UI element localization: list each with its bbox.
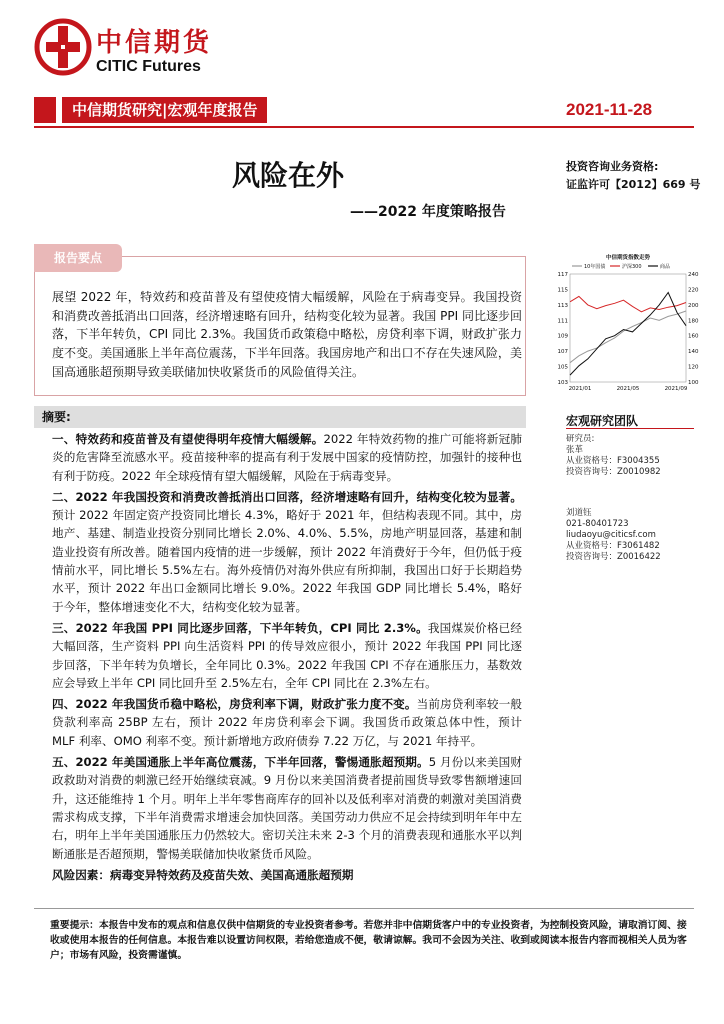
analyst-email: liudaoyu@citicsf.com: [566, 530, 656, 540]
abstract-item-text: 当前房贷利率较一般贷款利率高 25BP 左右，预计 2022 年房贷利率会下调。我国货币政策总体中性，预计 MLF 利率、OMO 利率不变。预计新增地方政府债券 7.22 万亿，与 2021 年持平。: [52, 697, 522, 748]
report-date: 2021-11-28: [566, 100, 653, 119]
x-tick: 2021/01: [568, 386, 592, 392]
legend-label: 沪深300: [622, 264, 642, 270]
risk-factors: 风险因素：病毒变异特效药及疫苗失效、美国高通胀超预期: [52, 867, 354, 882]
x-tick: 2021/09: [664, 386, 688, 392]
y-tick-left: 105: [557, 364, 568, 371]
y-tick-left: 103: [557, 380, 568, 386]
abstract-body: [52, 430, 522, 887]
y-tick-left: 107: [557, 349, 568, 356]
analyst-card: [566, 434, 661, 478]
y-tick-left: 109: [557, 333, 568, 340]
banner-accent: [34, 97, 56, 123]
y-tick-right: 200: [688, 302, 699, 309]
key-points-text: 展望 2022 年，特效药和疫苗普及有望使疫情大幅缓解，风险在于病毒变异。我国投资和消费改善抵消出口回落，经济增速略有回升，结构变化较为显著。我国 PPI 同比逐步回落，下半年转负，CPI 同比 2.3%。我国货币政策稳中略松，房贷利率下调，财政扩张力度不变。美国通胀上半年高位震荡，下半年回落。我国房地产和出口不存在失速风险，美国高通胀超预期导致美联储加快收紧货币的风险值得关注。: [52, 290, 522, 379]
y-tick-left: 113: [557, 302, 568, 309]
brand-name-en: CITIC Futures: [96, 58, 201, 75]
analyst-card: [566, 508, 661, 563]
legend-label: 商品: [660, 264, 671, 270]
y-tick-left: 115: [557, 287, 568, 294]
team-divider: [566, 428, 694, 429]
qualification: [566, 158, 700, 194]
analyst-consult: 投资咨询号：Z0016422: [566, 552, 661, 562]
series-line: [570, 311, 686, 363]
abstract-item: [52, 619, 522, 692]
legend-label: 10年国债: [584, 264, 606, 270]
abstract-item-text: 2022 年特效药物的推广可能将新冠肺炎的危害降至流感水平。疫苗接种率的提高有利于发展中国家的疫情防控，加强针的接种也有利于防疫。2022 年全球疫情有望大幅缓解，风险在于病毒变异。: [52, 432, 522, 483]
team-title: 宏观研究团队: [566, 414, 639, 428]
report-title: 风险在外: [232, 159, 345, 192]
x-tick: 2021/05: [616, 386, 640, 392]
abstract-item-text: 5 月份以来美国财政救助对消费的刺激已经开始继续衰减。9 月份以来美国消费者提前囤货导致零售额增速回升，这还能维持 1 个月。明年上半年零售商库存的回补以及低利率对消费的刺激对美国消费需求构成支撑，下半年消费需求增速会加快回落。美国劳动力供应不足会持续到明年年中左右，明年上半年美国通胀压力仍然较大。密切关注未来 2-3 个月的消费表现和通胀水平以判断通胀是否超预期，警惕美联储加快收紧货币风险。: [52, 755, 523, 861]
key-points-tab: 报告要点: [34, 244, 122, 272]
analyst-name: 张革: [566, 445, 584, 455]
y-tick-right: 140: [688, 349, 699, 356]
y-tick-right: 120: [688, 364, 699, 371]
analyst-name: 刘道钰: [566, 508, 592, 518]
abstract-item-text: 预计 2022 年固定资产投资同比增长 4.3%，略好于 2021 年，但结构表现不同。其中，房地产、基建、制造业投资分别同比增长 2.0%、4.0%、5.5%，房地产明显回落，基建和制造业投资有所改善。随着国内疫情的进一步缓解，预计 2022 年消费好于今年，但仍低于疫情前水平，同比增长 5.5%左右。海外疫情仍对海外供应有所抑制，我国出口好于长期趋势水平，预计 2022 年出口金额同比增长 9.0%。2022 年我国 GDP 同比增长 5.4%，略好于今年，整体增速变化不大，结构变化较为显著。: [52, 508, 522, 614]
banner-label: 中信期货研究|宏观年度报告: [62, 97, 267, 123]
footer-divider: [34, 908, 694, 909]
abstract-item-lead: 三、2022 年我国 PPI 同比逐步回落，下半年转负，CPI 同比 2.3%。: [52, 620, 428, 635]
abstract-item: [52, 695, 522, 750]
report-banner: [34, 92, 370, 128]
series-line: [570, 296, 686, 311]
report-subtitle: ——2022 年度策略报告: [350, 204, 506, 220]
abstract-item-text: 我国煤炭价格已经大幅回落，生产资料 PPI 向生活资料 PPI 的传导效应很小，预计 2022 年我国 PPI 同比逐步回落，下半年转为负增长，全年同比 0.3%。2022 年我国 CPI 不存在通胀压力，基数效应会导致上半年 CPI 同比回升至 2.5%左右，全年 CPI 同比在 2.3%左右。: [52, 620, 522, 690]
y-tick-right: 220: [688, 287, 699, 294]
abstract-item: [52, 430, 522, 485]
abstract-item-lead: 四、2022 年我国货币稳中略松，房贷利率下调，财政扩张力度不变。: [52, 697, 417, 712]
y-tick-left: 111: [557, 318, 568, 325]
analyst-role: 研究员:: [566, 434, 595, 444]
abstract-item-lead: 二、2022 年我国投资和消费改善抵消出口回落，经济增速略有回升，结构变化较为显著。: [52, 489, 522, 504]
brand-name-cn: 中信期货: [96, 28, 213, 58]
analyst-consult: 投资咨询号：Z0010982: [566, 467, 661, 477]
analyst-phone: 021-80401723: [566, 519, 629, 529]
disclaimer: 重要提示：本报告中发布的观点和信息仅供中信期货的专业投资者参考。若您并非中信期货客户中的专业投资者，为控制投资风险，请取消订阅、接收或使用本报告的任何信息。本报告难以设置访问权限，若给您造成不便，敬请谅解。我司不会因为关注、收到或阅读本报告内容而视相关人员为客户；市场有风险，投资需谨慎。: [50, 920, 687, 961]
y-tick-right: 180: [688, 318, 699, 325]
y-tick-left: 117: [557, 272, 568, 278]
abstract-item: [52, 753, 522, 863]
logo: [34, 18, 354, 88]
citic-logo-icon: [34, 18, 92, 76]
abstract-item-lead: 一、特效药和疫苗普及有望使得明年疫情大幅缓解。: [52, 432, 324, 446]
y-tick-right: 100: [688, 380, 699, 386]
abstract-heading: 摘要:: [34, 406, 526, 428]
qualification-line-2: 证监许可【2012】669 号: [566, 178, 701, 191]
qualification-line-1: 投资咨询业务资格:: [566, 160, 659, 173]
index-chart: [548, 254, 708, 396]
analyst-license: 从业资格号：F3061482: [566, 541, 660, 551]
y-tick-right: 160: [688, 333, 699, 340]
header-divider: [34, 126, 694, 128]
plot-frame: [570, 274, 686, 382]
abstract-item: [52, 488, 522, 616]
chart-title: 中信期货指数走势: [605, 255, 651, 261]
abstract-item-lead: 五、2022 年美国通胀上半年高位震荡，下半年回落，警惕通胀超预期。: [52, 755, 429, 770]
y-tick-right: 240: [688, 272, 699, 278]
analyst-license: 从业资格号：F3004355: [566, 456, 660, 466]
